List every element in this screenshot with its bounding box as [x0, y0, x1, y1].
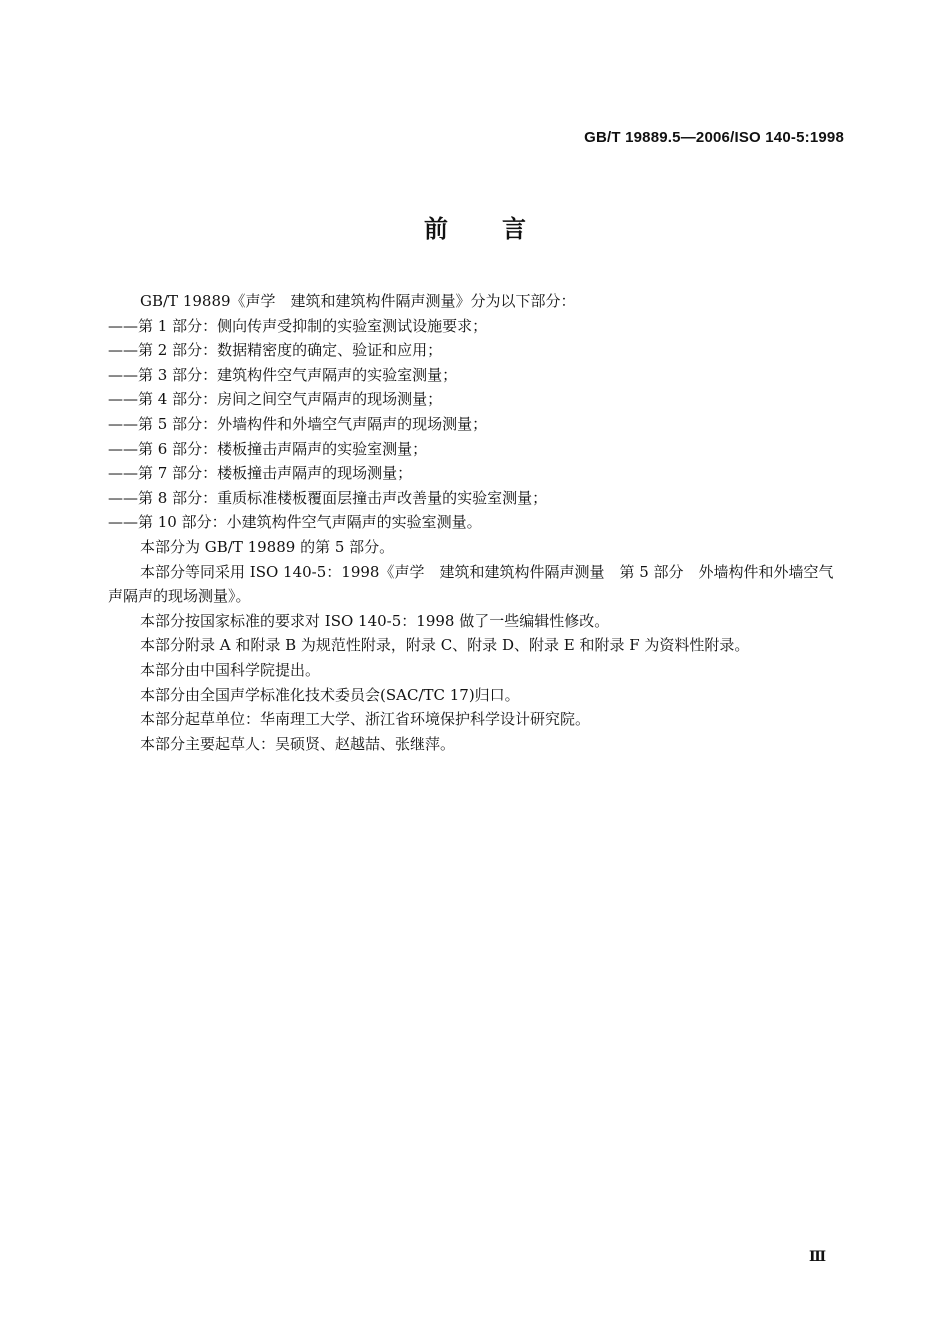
standard-code: GB/T 19889.5—2006/ISO 140-5:1998 [584, 129, 844, 146]
part-item: ——第 8 部分：重质标准楼板覆面层撞击声改善量的实验室测量； [108, 488, 548, 507]
page-number: Ⅲ [808, 1249, 826, 1265]
part-item: ——第 6 部分：楼板撞击声隔声的实验室测量； [108, 439, 428, 458]
page-title: 前言 [424, 215, 580, 243]
part-item: ——第 10 部分：小建筑构件空气声隔声的实验室测量。 [108, 513, 482, 532]
body-paragraph: 本部分主要起草人：吴硕贤、赵越喆、张继萍。 [140, 734, 456, 753]
part-item: ——第 4 部分：房间之间空气声隔声的现场测量； [108, 390, 443, 409]
part-item: ——第 5 部分：外墙构件和外墙空气声隔声的现场测量； [108, 414, 488, 433]
body-paragraph: 本部分等同采用 ISO 140-5：1998《声学 建筑和建筑构件隔声测量 第 5 部分 外墙构件和外墙空气声隔声的现场测量》。 [108, 562, 834, 606]
intro-paragraph: GB/T 19889《声学 建筑和建筑构件隔声测量》分为以下部分： [140, 292, 576, 310]
body-paragraph: 本部分由全国声学标准化技术委员会(SAC/TC 17)归口。 [140, 685, 520, 704]
part-item: ——第 7 部分：楼板撞击声隔声的现场测量； [108, 464, 413, 483]
part-item: ——第 1 部分：侧向传声受抑制的实验室测试设施要求； [108, 316, 488, 335]
body-paragraph: 本部分起草单位：华南理工大学、浙江省环境保护科学设计研究院。 [140, 710, 591, 729]
body-paragraph: 本部分附录 A 和附录 B 为规范性附录，附录 C、附录 D、附录 E 和附录 F 为资料性附录。 [140, 636, 750, 655]
body-paragraph: 本部分按国家标准的要求对 ISO 140-5：1998 做了一些编辑性修改。 [140, 611, 610, 630]
body-paragraph: 本部分为 GB/T 19889 的第 5 部分。 [140, 537, 395, 556]
part-item: ——第 3 部分：建筑构件空气声隔声的实验室测量； [108, 365, 458, 384]
part-item: ——第 2 部分：数据精密度的确定、验证和应用； [108, 341, 443, 360]
body-paragraph: 本部分由中国科学院提出。 [140, 660, 321, 679]
foreword-body [108, 289, 842, 756]
